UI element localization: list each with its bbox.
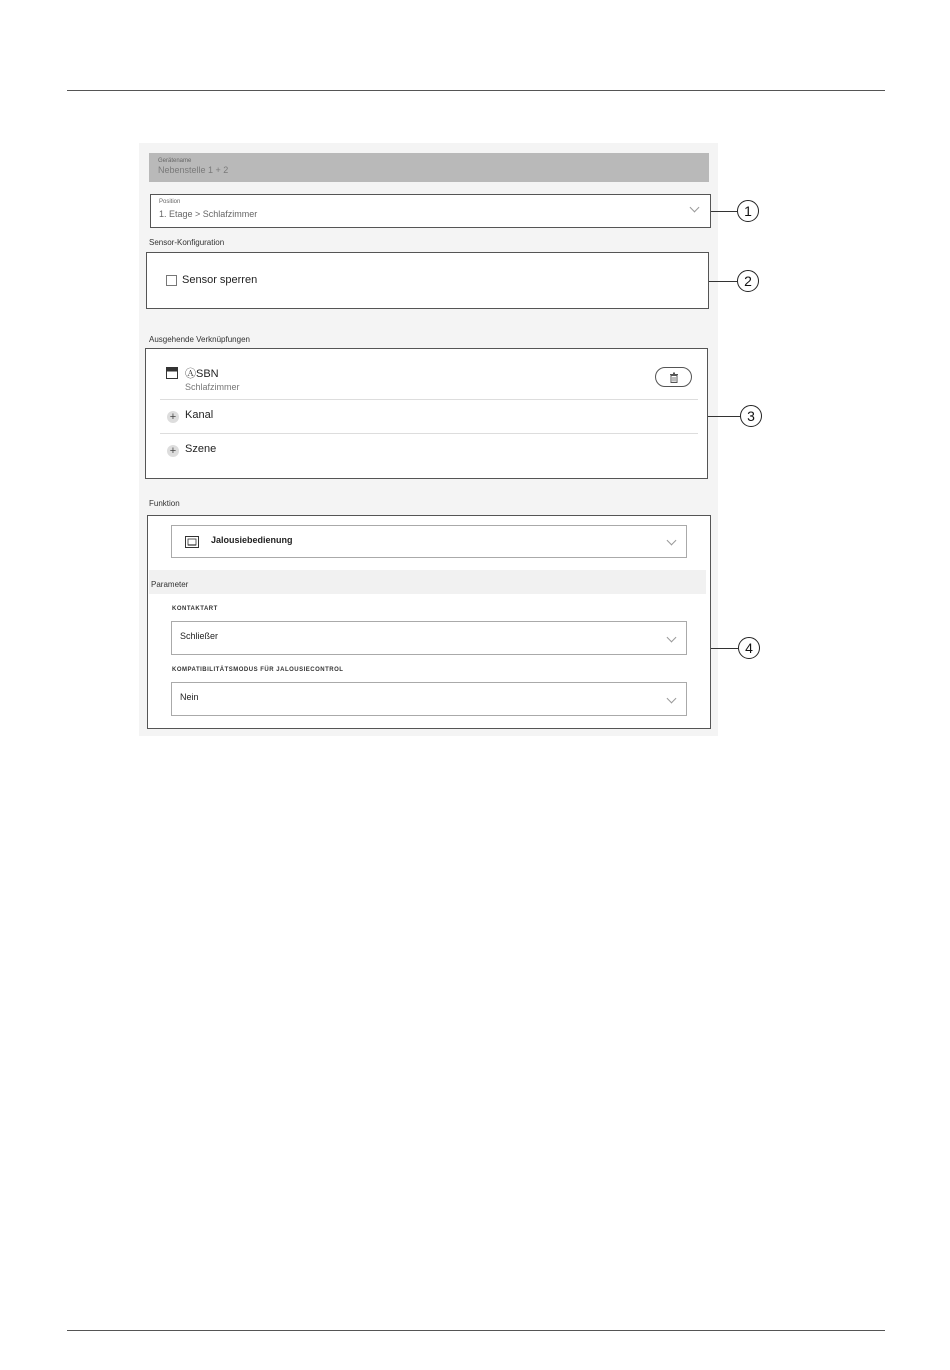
- position-value: 1. Etage > Schlafzimmer: [159, 209, 258, 219]
- device-name-value: Nebenstelle 1 + 2: [158, 165, 229, 175]
- device-name-field: [149, 153, 709, 182]
- sensor-config-heading: Sensor-Konfiguration: [149, 238, 225, 247]
- callout-2: 2: [737, 270, 759, 292]
- add-channel-link[interactable]: Kanal: [185, 409, 214, 421]
- blind-icon: [166, 367, 178, 379]
- plus-icon[interactable]: +: [167, 411, 179, 423]
- callout-leader: [711, 211, 737, 212]
- sensor-config-box: [146, 252, 709, 309]
- chevron-down-icon: [667, 536, 677, 546]
- sensor-lock-checkbox[interactable]: [166, 275, 177, 286]
- position-select[interactable]: [150, 194, 711, 228]
- device-name-label: Gerätename: [158, 158, 192, 164]
- sensor-lock-label: Sensor sperren: [182, 274, 258, 286]
- link-title: ⒶSBN: [185, 368, 219, 380]
- contact-type-value: Schließer: [180, 631, 219, 641]
- compat-mode-value: Nein: [180, 692, 199, 702]
- callout-leader: [711, 648, 738, 649]
- compat-mode-select[interactable]: [171, 682, 687, 716]
- outgoing-links-heading: Ausgehende Verknüpfungen: [149, 335, 250, 344]
- callout-1: 1: [737, 200, 759, 222]
- divider: [160, 399, 698, 400]
- chevron-down-icon: [667, 694, 677, 704]
- callout-leader: [708, 416, 740, 417]
- link-subtitle: Schlafzimmer: [185, 382, 240, 392]
- contact-type-label: KONTAKTART: [172, 606, 218, 612]
- callout-4: 4: [738, 637, 760, 659]
- bottom-rule: [67, 1330, 885, 1331]
- top-rule: [67, 90, 885, 91]
- callout-3: 3: [740, 405, 762, 427]
- outgoing-links-box: [145, 348, 708, 479]
- parameter-header-strip: [149, 570, 706, 594]
- divider: [160, 433, 698, 434]
- compat-mode-label: KOMPATIBILITÄTSMODUS FÜR JALOUSIECONTROL: [172, 667, 344, 673]
- blind-control-icon: [185, 536, 199, 548]
- plus-icon[interactable]: +: [167, 445, 179, 457]
- chevron-down-icon: [667, 633, 677, 643]
- contact-type-select[interactable]: [171, 621, 687, 655]
- trash-icon: [669, 372, 679, 383]
- callout-leader: [709, 281, 737, 282]
- function-value: Jalousiebedienung: [211, 535, 293, 545]
- function-select[interactable]: [171, 525, 687, 558]
- add-scene-link[interactable]: Szene: [185, 443, 217, 455]
- position-label: Position: [159, 199, 181, 205]
- function-heading: Funktion: [149, 499, 180, 508]
- delete-link-button[interactable]: [655, 367, 692, 387]
- parameter-heading: Parameter: [151, 580, 189, 589]
